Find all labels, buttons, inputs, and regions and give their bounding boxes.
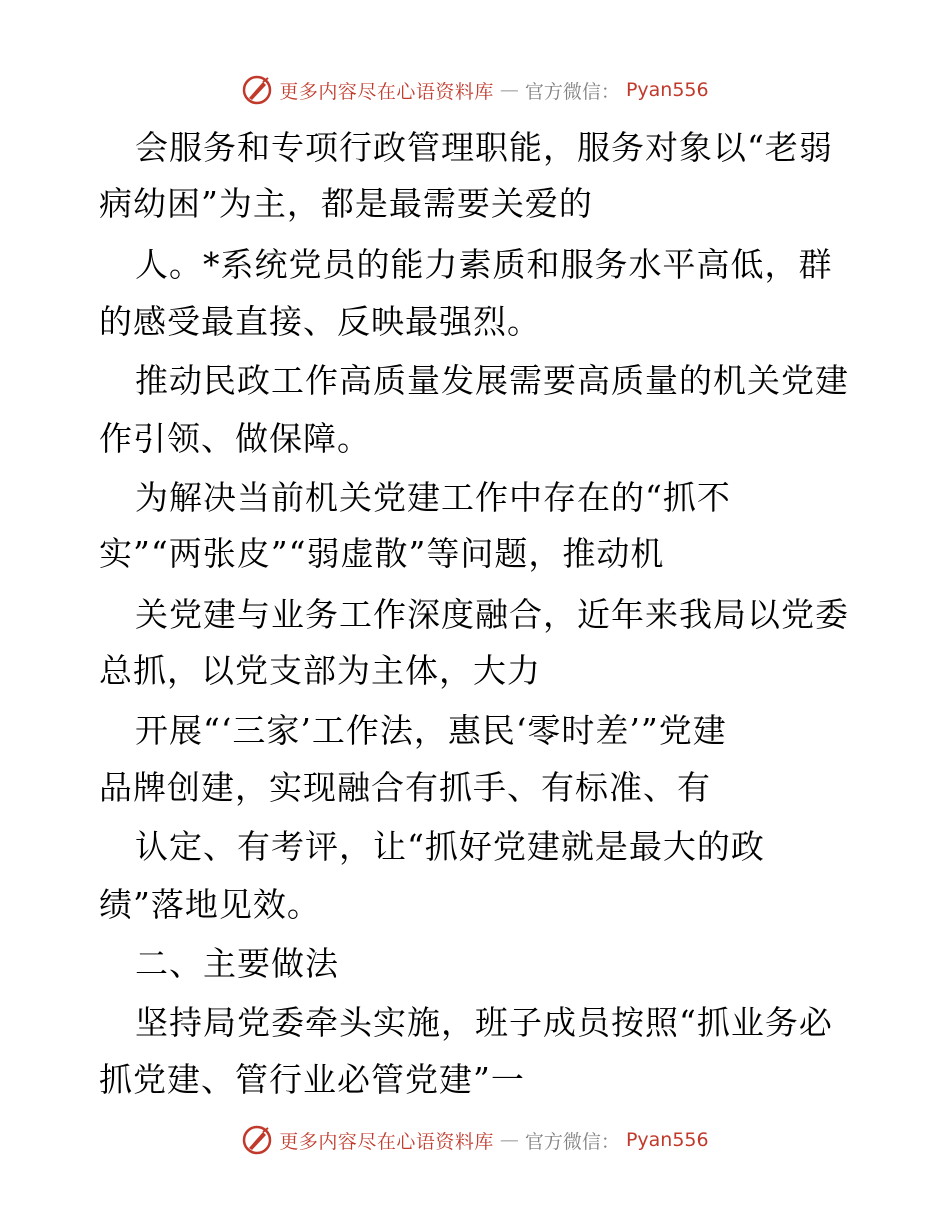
watermark-main-text: 更多内容尽在心语资料库 (279, 80, 494, 103)
header-watermark (0, 73, 950, 107)
watermark-dash: — (499, 1129, 519, 1151)
body-line: 总抓，以党支部为主体，大力 (99, 651, 541, 690)
quill-logo-icon (241, 1124, 273, 1156)
watermark-sub-text: 官方微信： (524, 1130, 620, 1153)
watermark-dash: — (499, 79, 519, 101)
body-line: 绩”落地见效。 (99, 885, 321, 924)
body-line: 关党建与业务工作深度融合，近年来我局以党委 (135, 595, 849, 634)
watermark-handle: Pyan556 (625, 1129, 709, 1151)
body-line: 品牌创建，实现融合有抓手、有标准、有 (99, 768, 711, 807)
footer-watermark (0, 1123, 950, 1157)
body-line: 人。*系统党员的能力素质和服务水平高低，群 (135, 245, 833, 284)
watermark-sub-text: 官方微信： (524, 80, 620, 103)
body-line: 开展“‘三家’工作法，惠民‘零时差’”党建 (135, 711, 727, 750)
body-line: 推动民政工作高质量发展需要高质量的机关党建 (135, 361, 849, 400)
watermark-main-text: 更多内容尽在心语资料库 (279, 1130, 494, 1153)
watermark-handle: Pyan556 (625, 79, 709, 101)
body-line: 实”“两张皮”“弱虚散”等问题，推动机 (99, 534, 665, 573)
body-line: 坚持局党委牵头实施，班子成员按照“抓业务必 (135, 1003, 833, 1042)
quill-logo-icon (241, 74, 273, 106)
section-heading: 二、主要做法 (135, 944, 339, 983)
body-line: 为解决当前机关党建工作中存在的“抓不 (135, 478, 731, 517)
body-line: 会服务和专项行政管理职能，服务对象以“老弱 (135, 128, 833, 167)
body-line: 认定、有考评，让“抓好党建就是最大的政 (135, 827, 765, 866)
body-line: 的感受最直接、反映最强烈。 (99, 302, 541, 341)
body-line: 病幼困”为主，都是最需要关爱的 (99, 184, 593, 223)
body-line: 抓党建、管行业必管党建”一 (99, 1060, 525, 1099)
body-line: 作引领、做保障。 (99, 419, 371, 458)
